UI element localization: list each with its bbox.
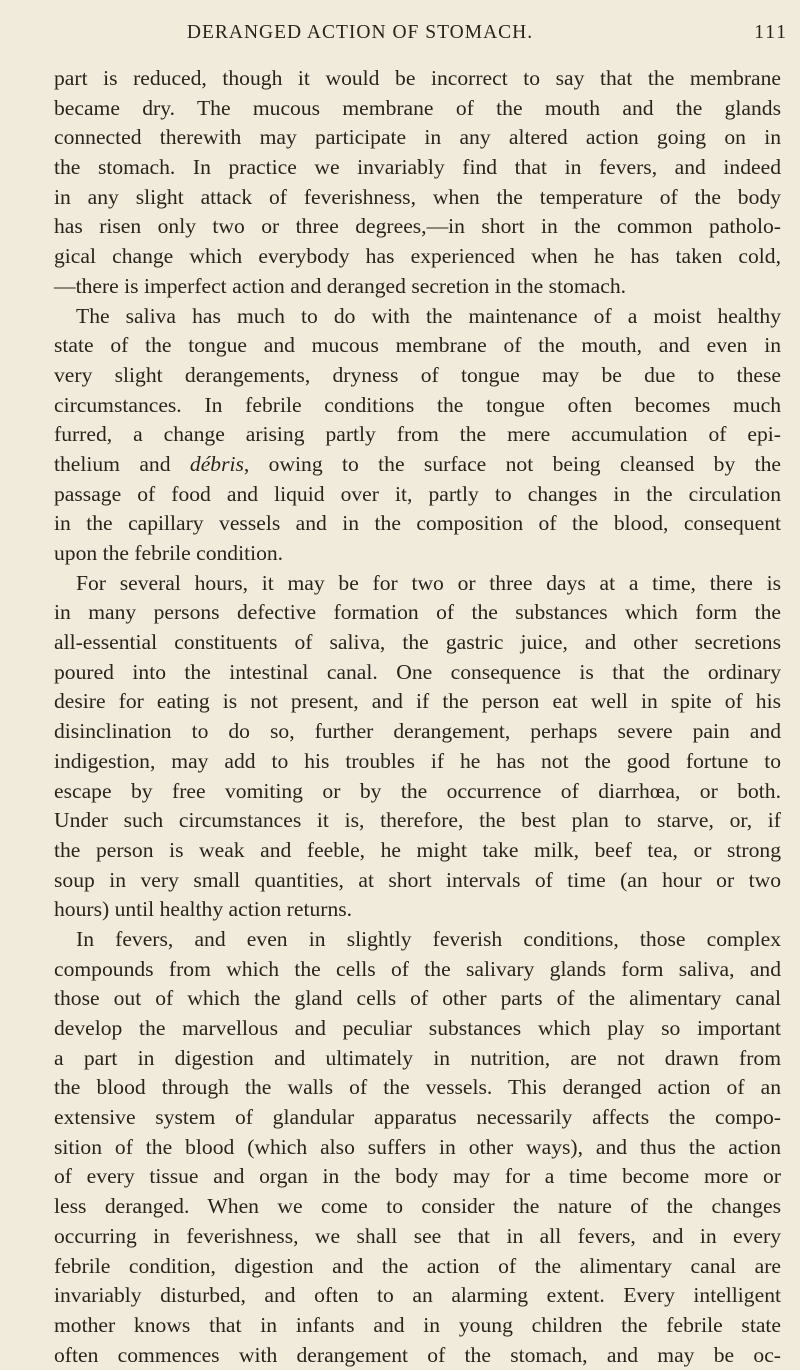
text-line: all-essential constituents of saliva, the gastric juice, and other secretions	[54, 630, 781, 655]
text-line: upon the febrile condition.	[54, 541, 284, 565]
text-line: poured into the intestinal canal. One consequence is that the ordinary	[54, 659, 781, 684]
text-segment: thelium and	[54, 451, 171, 476]
text-line: occurring in feverishness, we shall see that in all fevers, and in every	[54, 1223, 781, 1248]
text-line: circumstances. In febrile conditions the tongue often becomes much	[54, 392, 781, 417]
text-line: disinclination to do so, further derangement, perhaps severe pain and	[54, 719, 781, 744]
text-line: In fevers, and even in slightly feverish conditions, those complex	[76, 926, 781, 951]
text-line: Under such circumstances it is, therefore, the best plan to starve, or, if	[54, 808, 781, 833]
text-line: in any slight attack of feverishness, when the temperature of the body	[54, 184, 781, 209]
text-line: —there is imperfect action and deranged secretion in the stomach.	[54, 273, 627, 298]
text-line: compounds from which the cells of the salivary glands form saliva, and	[54, 956, 781, 981]
text-line: indigestion, may add to his troubles if he has not the good fortune to	[54, 748, 781, 773]
body-text	[54, 64, 781, 1370]
italic-word: débris	[189, 451, 244, 476]
text-line: passage of food and liquid over it, partly to changes in the circulation	[54, 481, 781, 506]
text-line: state of the tongue and mucous membrane of the mouth, and even in	[54, 333, 781, 358]
text-line: the stomach. In practice we invariably find that in fevers, and indeed	[54, 155, 781, 180]
page-number: 111	[754, 22, 788, 43]
running-title: DERANGED ACTION OF STOMACH.	[186, 22, 534, 43]
text-line: desire for eating is not present, and if the person eat well in spite of his	[54, 689, 781, 714]
text-line: of every tissue and organ in the body may for a time become more or	[54, 1164, 781, 1189]
text-line: has risen only two or three degrees,—in short in the common patholo-	[54, 214, 781, 239]
text-line: the blood through the walls of the vessels. This deranged action of an	[54, 1075, 781, 1100]
text-line: hours) until healthy action returns.	[54, 897, 353, 922]
text-line: became dry. The mucous membrane of the mouth and the glands	[54, 95, 781, 120]
text-line: For several hours, it may be for two or three days at a time, there is	[76, 570, 781, 595]
text-line: a part in digestion and ultimately in nutrition, are not drawn from	[54, 1045, 781, 1070]
text-line: less deranged. When we come to consider the nature of the changes	[54, 1194, 781, 1219]
running-head	[0, 22, 800, 62]
text-line: febrile condition, digestion and the action of the alimentary canal are	[54, 1253, 781, 1278]
text-line: soup in very small quantities, at short intervals of time (an hour or two	[54, 867, 781, 892]
text-line: furred, a change arising partly from the mere accumulation of epi-	[54, 422, 781, 447]
text-line: the person is weak and feeble, he might take milk, beef tea, or strong	[54, 837, 781, 862]
text-segment: , owing to the surface not being cleansed by the	[243, 451, 781, 476]
text-line: The saliva has much to do with the maintenance of a moist healthy	[76, 303, 781, 328]
text-line: gical change which everybody has experienced when he has taken cold,	[54, 244, 781, 269]
text-line: connected therewith may participate in any altered action going on in	[54, 125, 781, 150]
text-line: often commences with derangement of the stomach, and may be oc-	[54, 1342, 781, 1367]
text-line: sition of the blood (which also suffers in other ways), and thus the action	[54, 1134, 781, 1159]
text-line	[54, 450, 781, 480]
text-line: in many persons defective formation of the substances which form the	[54, 600, 781, 625]
text-line: develop the marvellous and peculiar substances which play so important	[54, 1016, 781, 1040]
text-line: very slight derangements, dryness of tongue may be due to these	[54, 362, 781, 387]
text-line: escape by free vomiting or by the occurrence of diarrhœa, or both.	[54, 778, 781, 803]
text-line: in the capillary vessels and in the composition of the blood, consequent	[54, 511, 781, 536]
text-line: extensive system of glandular apparatus necessarily affects the compo-	[54, 1105, 781, 1130]
text-line: invariably disturbed, and often to an alarming extent. Every intelligent	[54, 1283, 781, 1308]
text-line: those out of which the gland cells of other parts of the alimentary canal	[54, 986, 781, 1011]
text-line: part is reduced, though it would be incorrect to say that the membrane	[54, 66, 781, 90]
text-line: mother knows that in infants and in young children the febrile state	[54, 1312, 781, 1337]
